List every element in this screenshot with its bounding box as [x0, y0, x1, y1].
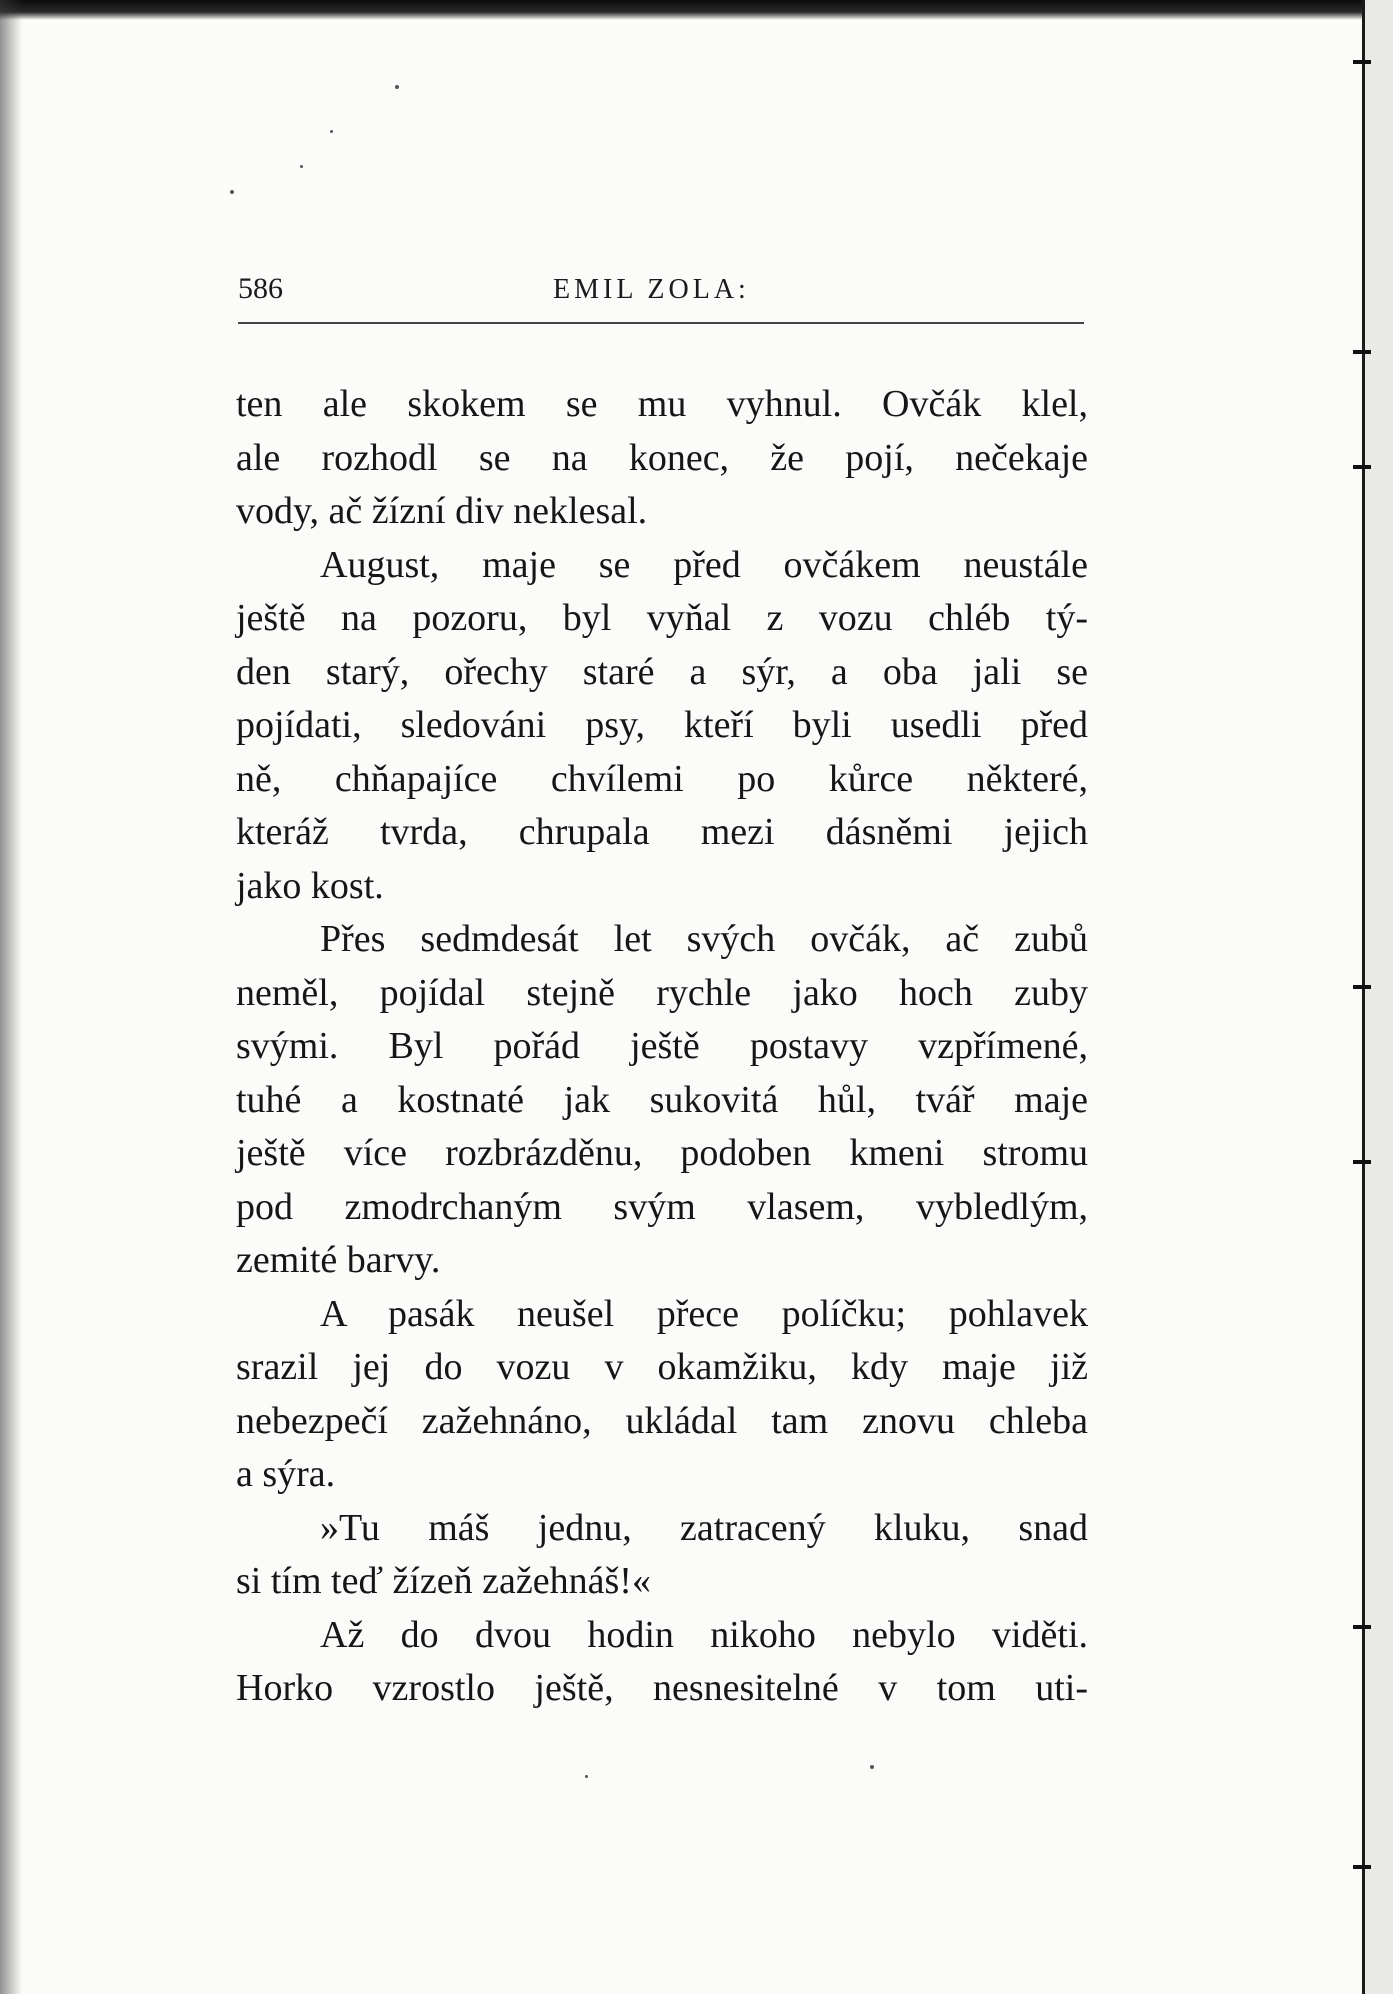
text-line: A pasák neušel přece políčku; pohlavek — [320, 1292, 1088, 1335]
text-line: svými. Byl pořád ještě postavy vzpřímené, — [236, 1025, 1088, 1067]
running-head: EMIL ZOLA: — [553, 274, 750, 305]
text-line: den starý, ořechy staré a sýr, a oba jali se — [236, 650, 1088, 693]
text-line: ale rozhodl se na konec, že pojí, nečekaje — [236, 436, 1088, 479]
page-number: 586 — [238, 272, 283, 305]
scan-border-left — [0, 0, 22, 1994]
scan-border-right — [1362, 0, 1393, 1994]
scan-speck — [230, 190, 234, 194]
text-line: Horko vzrostlo ještě, nesnesitelné v tom uti- — [236, 1667, 1088, 1709]
text-line: pojídati, sledováni psy, kteří byli usedli před — [236, 704, 1088, 746]
text-line: kteráž tvrda, chrupala mezi dásněmi jejich — [236, 811, 1088, 853]
text-line: si tím teď žízeň zažehnáš!« — [236, 1560, 651, 1602]
text-line: zemité barvy. — [236, 1239, 441, 1281]
text-line: nebezpečí zažehnáno, ukládal tam znovu chleba — [236, 1399, 1088, 1442]
paragraph — [236, 378, 1088, 539]
body-text — [236, 378, 1088, 1716]
text-line: ten ale skokem se mu vyhnul. Ovčák klel, — [236, 383, 1088, 425]
header-rule — [238, 322, 1084, 324]
paragraph — [236, 1502, 1088, 1609]
text-line: ještě více rozbrázděnu, podoben kmeni stromu — [236, 1132, 1088, 1174]
text-line: tuhé a kostnaté jak sukovitá hůl, tvář maje — [236, 1078, 1088, 1121]
text-line: ně, chňapajíce chvílemi po kůrce některé, — [236, 757, 1088, 800]
paragraph — [236, 539, 1088, 914]
page-header — [238, 272, 1084, 312]
paragraph — [236, 913, 1088, 1288]
scan-speck — [585, 1775, 588, 1778]
text-line: ještě na pozoru, byl vyňal z vozu chléb tý- — [236, 597, 1088, 639]
scan-speck — [300, 165, 303, 168]
text-line: »Tu máš jednu, zatracený kluku, snad — [320, 1506, 1088, 1549]
text-line: a sýra. — [236, 1453, 336, 1495]
scan-speck — [330, 130, 333, 133]
text-line: jako kost. — [236, 864, 384, 907]
text-line: August, maje se před ovčákem neustále — [320, 543, 1088, 586]
scan-speck — [870, 1765, 874, 1769]
scan-speck — [395, 85, 399, 89]
paragraph — [236, 1609, 1088, 1716]
text-line: vody, ač žízní div neklesal. — [236, 490, 648, 532]
text-line: Přes sedmdesát let svých ovčák, ač zubů — [320, 918, 1088, 960]
scan-border-top — [0, 0, 1393, 20]
text-line: srazil jej do vozu v okamžiku, kdy maje již — [236, 1346, 1088, 1388]
text-line: Až do dvou hodin nikoho nebylo viděti. — [320, 1613, 1088, 1656]
paragraph — [236, 1288, 1088, 1502]
text-line: neměl, pojídal stejně rychle jako hoch zuby — [236, 971, 1088, 1014]
text-line: pod zmodrchaným svým vlasem, vybledlým, — [236, 1185, 1088, 1228]
